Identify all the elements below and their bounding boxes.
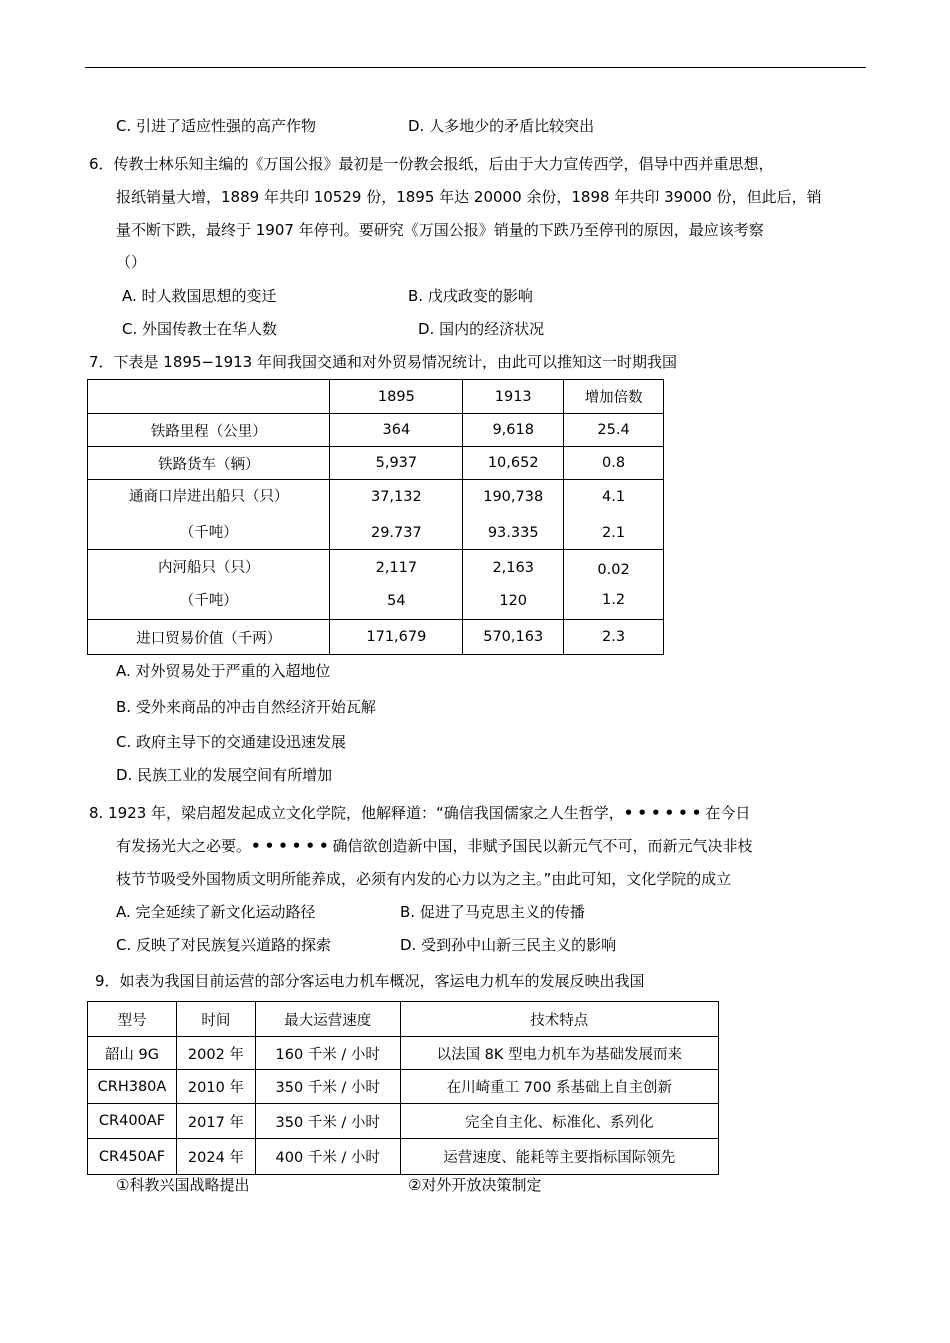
row-label: 内河船只（只） <box>157 560 260 576</box>
speed-cell: 350 千米 / 小时 <box>255 1070 400 1104</box>
row-label: 铁路货车（辆） <box>88 447 330 480</box>
cell-multiple: 0.8 <box>564 447 664 480</box>
cell-multiple: 2.3 <box>564 620 664 655</box>
q9-stem: 9．如表为我国目前运营的部分客运电力机车概况，客运电力机车的发展反映出我国 <box>95 972 645 990</box>
cell-1895 <box>330 480 463 550</box>
model-cell: CRH380A <box>88 1070 177 1104</box>
header-cell <box>88 380 330 414</box>
header-cell: 增加倍数 <box>564 380 664 414</box>
model-cell: CR450AF <box>88 1139 177 1175</box>
q8-text: 有发扬光大之必要。 <box>116 837 252 855</box>
model-cell: 韶山 9G <box>88 1037 177 1070</box>
q6-stem-line-4: （） <box>116 253 147 271</box>
cell-1913 <box>463 550 564 620</box>
value: 2,163 <box>492 560 534 576</box>
q5-option-c: C. 引进了适应性强的高产作物 <box>116 117 317 135</box>
table-row <box>88 1037 719 1070</box>
cell-1913 <box>463 480 564 550</box>
q9-locomotive-table <box>87 1001 719 1175</box>
q8-option-c: C. 反映了对民族复兴道路的探索 <box>116 936 332 954</box>
q7-option-b: B. 受外来商品的冲击自然经济开始瓦解 <box>116 698 376 716</box>
table-row <box>88 1104 719 1139</box>
q7-option-c: C. 政府主导下的交通建设迅速发展 <box>116 733 347 751</box>
header-cell: 技术特点 <box>400 1002 718 1037</box>
year-cell: 2010 年 <box>176 1070 255 1104</box>
row-label-cell <box>88 550 330 620</box>
table-row <box>88 414 664 447</box>
q9-item-1: ①科教兴国战略提出 <box>116 1176 250 1194</box>
value: 2.1 <box>602 524 626 541</box>
q8-text: 8. 1923 年，梁启超发起成立文化学院，他解释道：“确信我国儒家之人生哲学， <box>89 804 624 822</box>
year-cell: 2002 年 <box>176 1037 255 1070</box>
q9-item-2: ②对外开放决策制定 <box>408 1176 542 1194</box>
cell-1913: 570,163 <box>463 620 564 655</box>
value: 0.02 <box>597 561 630 578</box>
q6-stem-line-1: 6．传教士林乐知主编的《万国公报》最初是一份教会报纸，后由于大力宣传西学，倡导中西并重思想， <box>89 155 774 173</box>
page-header-rule <box>85 67 866 68</box>
header-cell: 型号 <box>88 1002 177 1037</box>
q8-text: 确信欲创造新中国，非赋予国民以新元气不可，而新元气决非枝 <box>332 837 753 855</box>
q8-text: 在今日 <box>705 804 751 822</box>
q6-option-d: D. 国内的经济状况 <box>418 320 545 338</box>
table-row <box>88 447 664 480</box>
value: 37,132 <box>370 488 422 505</box>
cell-1895: 5,937 <box>330 447 463 480</box>
year-cell: 2024 年 <box>176 1139 255 1175</box>
q6-option-c: C. 外国传教士在华人数 <box>122 320 278 338</box>
cell-1895 <box>330 550 463 620</box>
row-label-unit: （千吨） <box>179 593 238 609</box>
q8-stem-line-3: 枝节节吸受外国物质文明所能养成，必须有内发的心力以为之主。”由此可知，文化学院的成立 <box>116 870 732 888</box>
q8-emphasis-dots: •••••• <box>251 837 333 855</box>
table-row <box>88 480 664 550</box>
q7-statistics-table <box>87 379 664 655</box>
speed-cell: 400 千米 / 小时 <box>255 1139 400 1175</box>
header-cell: 最大运营速度 <box>255 1002 400 1037</box>
table-header-row <box>88 1002 719 1037</box>
q6-option-a: A. 时人救国思想的变迁 <box>122 287 277 305</box>
q7-option-d: D. 民族工业的发展空间有所增加 <box>116 766 333 784</box>
row-label: 进口贸易价值（千两） <box>88 620 330 655</box>
row-label: 铁路里程（公里） <box>88 414 330 447</box>
cell-1895: 171,679 <box>330 620 463 655</box>
q8-option-a: A. 完全延续了新文化运动路径 <box>116 903 316 921</box>
q6-stem-line-3: 量不断下跌，最终于 1907 年停刊。要研究《万国公报》销量的下跌乃至停刊的原因，最应该考察 <box>116 221 764 239</box>
row-label-unit: （千吨） <box>179 524 238 541</box>
q7-stem: 7．下表是 1895−1913 年间我国交通和对外贸易情况统计，由此可以推知这一时期我国 <box>89 353 677 371</box>
q8-stem-line-1 <box>89 803 750 823</box>
table-row <box>88 620 664 655</box>
q8-emphasis-dots: •••••• <box>623 804 706 822</box>
feature-cell: 运营速度、能耗等主要指标国际领先 <box>400 1139 718 1175</box>
value: 1.2 <box>602 591 626 608</box>
q7-option-a: A. 对外贸易处于严重的入超地位 <box>116 662 331 680</box>
value: 2,117 <box>375 560 418 576</box>
table-row <box>88 550 664 620</box>
feature-cell: 完全自主化、标准化、系列化 <box>400 1104 718 1139</box>
speed-cell: 350 千米 / 小时 <box>255 1104 400 1139</box>
feature-cell: 在川崎重工 700 系基础上自主创新 <box>400 1070 718 1104</box>
header-cell: 1895 <box>330 380 463 414</box>
q6-option-b: B. 戊戌政变的影响 <box>408 287 533 305</box>
cell-1895: 364 <box>330 414 463 447</box>
speed-cell: 160 千米 / 小时 <box>255 1037 400 1070</box>
q8-option-b: B. 促进了马克思主义的传播 <box>400 903 585 921</box>
year-cell: 2017 年 <box>176 1104 255 1139</box>
value: 190,738 <box>483 488 544 505</box>
q8-stem-line-2 <box>116 836 753 856</box>
q5-option-d: D. 人多地少的矛盾比较突出 <box>408 117 595 135</box>
header-cell: 时间 <box>176 1002 255 1037</box>
cell-multiple <box>564 550 664 620</box>
value: 29.737 <box>370 524 422 541</box>
cell-1913: 10,652 <box>463 447 564 480</box>
table-row <box>88 1070 719 1104</box>
cell-multiple <box>564 480 664 550</box>
value: 4.1 <box>602 488 626 505</box>
table-row <box>88 1139 719 1175</box>
row-label: 通商口岸进出船只（只） <box>128 488 289 505</box>
q8-option-d: D. 受到孙中山新三民主义的影响 <box>400 936 617 954</box>
cell-multiple: 25.4 <box>564 414 664 447</box>
model-cell: CR400AF <box>88 1104 177 1139</box>
header-cell: 1913 <box>463 380 564 414</box>
table-header-row <box>88 380 664 414</box>
value: 120 <box>499 593 528 609</box>
feature-cell: 以法国 8K 型电力机车为基础发展而来 <box>400 1037 718 1070</box>
q6-stem-line-2: 报纸销量大增，1889 年共印 10529 份，1895 年达 20000 余份，1898 年共印 39000 份，但此后，销 <box>116 188 822 206</box>
cell-1913: 9,618 <box>463 414 564 447</box>
value: 93.335 <box>487 524 539 541</box>
value: 54 <box>387 593 406 609</box>
row-label-cell <box>88 480 330 550</box>
